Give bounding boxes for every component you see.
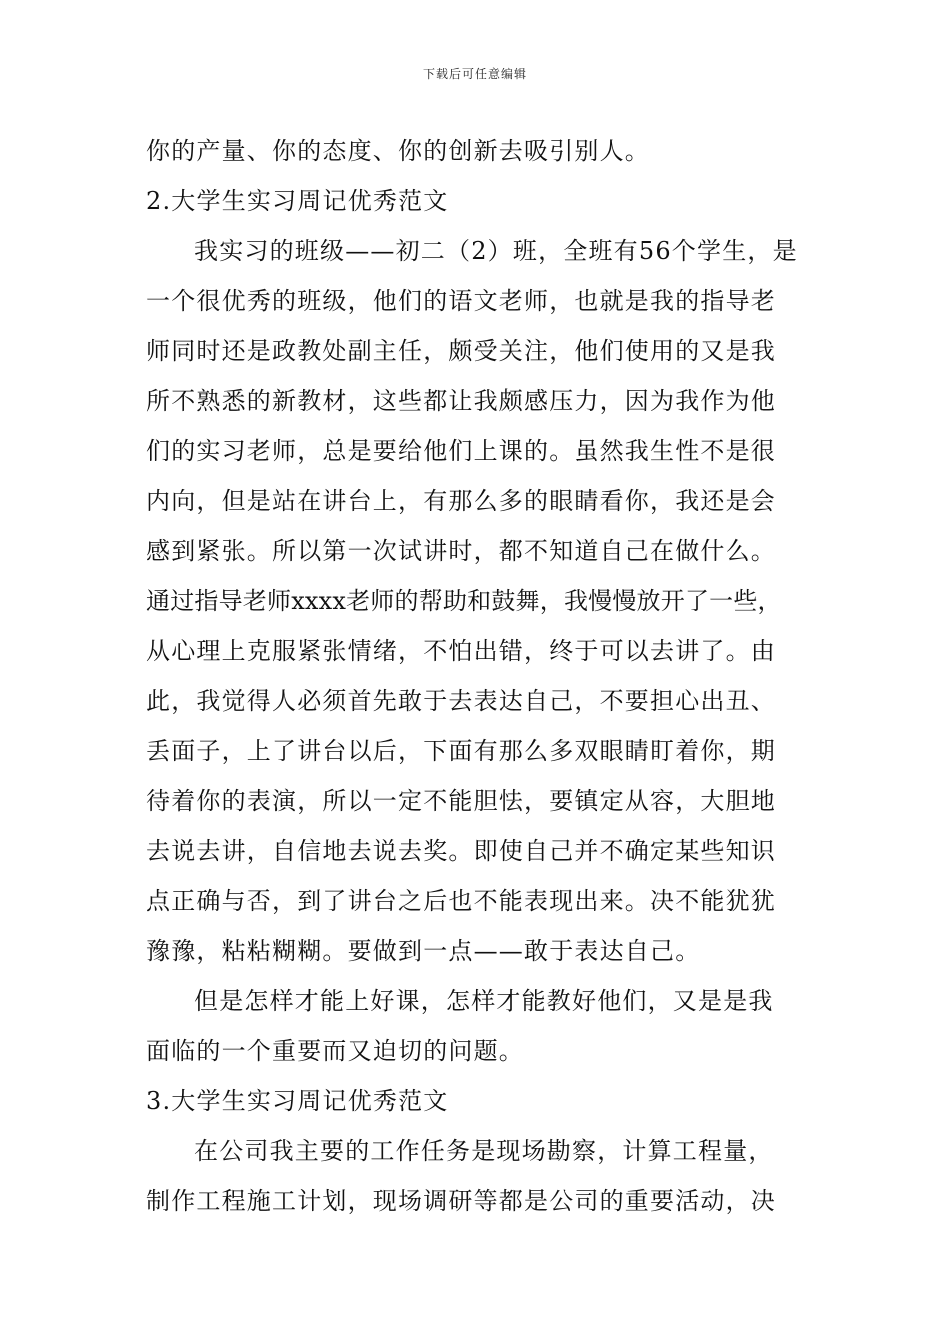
paragraph-line: 此，我觉得人必须首先敢于去表达自己，不要担心出丑、	[146, 687, 776, 715]
paragraph-line: 去说去讲，自信地去说去奖。即使自己并不确定某些知识	[146, 837, 776, 865]
paragraph-line: 制作工程施工计划，现场调研等都是公司的重要活动，决	[146, 1187, 776, 1215]
paragraph-line: 我实习的班级——初二（2）班，全班有56个学生，是	[194, 237, 798, 265]
paragraph-line: 从心理上克服紧张情绪，不怕出错，终于可以去讲了。由	[146, 637, 776, 665]
paragraph-line: 待着你的表演，所以一定不能胆怯，要镇定从容，大胆地	[146, 787, 776, 815]
paragraph-line: 在公司我主要的工作任务是现场勘察，计算工程量，	[194, 1137, 774, 1165]
paragraph-line: 丢面子，上了讲台以后，下面有那么多双眼睛盯着你，期	[146, 737, 776, 765]
paragraph-line: 所不熟悉的新教材，这些都让我颇感压力，因为我作为他	[146, 387, 776, 415]
paragraph-line: 面临的一个重要而又迫切的问题。	[146, 1037, 524, 1065]
paragraph-line: 点正确与否，到了讲台之后也不能表现出来。决不能犹犹	[146, 887, 776, 915]
paragraph-line: 们的实习老师，总是要给他们上课的。虽然我生性不是很	[146, 437, 776, 465]
paragraph-line: 内向，但是站在讲台上，有那么多的眼睛看你，我还是会	[146, 487, 776, 515]
paragraph-line: 豫豫，粘粘糊糊。要做到一点——敢于表达自己。	[146, 937, 701, 965]
paragraph-line: 师同时还是政教处副主任，颇受关注，他们使用的又是我	[146, 337, 776, 365]
paragraph-line: 感到紧张。所以第一次试讲时，都不知道自己在做什么。	[146, 537, 776, 565]
paragraph-line: 通过指导老师xxxx老师的帮助和鼓舞，我慢慢放开了一些，	[146, 587, 782, 615]
paragraph-line: 但是怎样才能上好课，怎样才能教好他们，又是是我	[194, 987, 774, 1015]
paragraph-line: 一个很优秀的班级，他们的语文老师，也就是我的指导老	[146, 287, 776, 315]
paragraph-line: 你的产量、你的态度、你的创新去吸引别人。	[146, 137, 650, 165]
section-heading: 3.大学生实习周记优秀范文	[146, 1087, 449, 1115]
section-heading: 2.大学生实习周记优秀范文	[146, 187, 449, 215]
page-header: 下载后可任意编辑	[422, 67, 527, 81]
